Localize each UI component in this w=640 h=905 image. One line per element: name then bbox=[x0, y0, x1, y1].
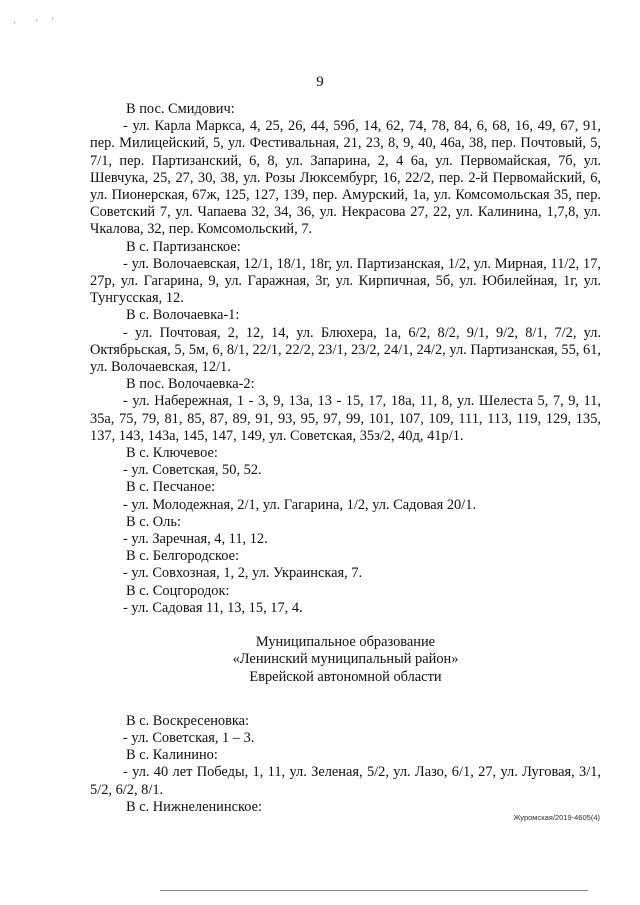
document-reference: Журомская/2019-4605(4) bbox=[513, 813, 600, 822]
street-list: - ул. Советская, 1 – 3. bbox=[123, 729, 255, 746]
district-title-line: Муниципальное образование bbox=[255, 634, 436, 651]
settlement-heading: В с. Воскресеновка: bbox=[126, 712, 250, 729]
settlement-heading: В с. Оль: bbox=[126, 513, 181, 530]
settlement-heading: В с. Белгородское: bbox=[126, 548, 240, 565]
street-list: - ул. Набережная, 1 - 3, 9, 13а, 13 - 15, 17, 18а, 11, 8, ул. Шелеста 5, 7, 9, 11, 35а, 75, 79, 81, 85, 87, 89, 91, 93, 95, 97, 99, 101, 107, 109, 111, 113, 119, 129, 135, 137, 143, 143а, 145, 147, 149, ул. Советская, 35з/2, 40д, 41р/1. bbox=[90, 393, 601, 444]
street-list: - ул. Почтовая, 2, 12, 14, ул. Блюхера, 1а, 6/2, 8/2, 9/1, 9/2, 8/1, 7/2, ул. Октябрьская, 5, 5м, 6, 8/1, 22/1, 22/2, 23/1, 23/2, 24/1, 24/2, ул. Партизанская, 55, 61, ул. Волочаевская, 12/1. bbox=[90, 324, 601, 376]
street-list: - ул. Совхозная, 1, 2, ул. Украинская, 7. bbox=[123, 565, 363, 582]
settlement-heading: В с. Партизанское: bbox=[126, 238, 241, 255]
page-body bbox=[90, 101, 601, 816]
scan-mark: ' bbox=[14, 20, 16, 30]
scan-mark: ' bbox=[52, 16, 54, 26]
scan-mark: ' bbox=[36, 18, 38, 28]
settlement-heading: В с. Ключевое: bbox=[126, 445, 218, 462]
page-number: 9 bbox=[316, 74, 324, 90]
street-list: - ул. Молодежная, 2/1, ул. Гагарина, 1/2, ул. Садовая 20/1. bbox=[123, 496, 477, 513]
street-list: - ул. Заречная, 4, 11, 12. bbox=[123, 531, 268, 548]
settlement-heading: В с. Песчаное: bbox=[126, 479, 216, 496]
settlement-heading: В с. Калинино: bbox=[126, 747, 218, 764]
street-list: - ул. 40 лет Победы, 1, 11, ул. Зеленая, 5/2, ул. Лазо, 6/1, 27, ул. Луговая, 3/1, 5/2, 6/2, 8/1. bbox=[90, 764, 601, 798]
street-list: - ул. Карла Маркса, 4, 25, 26, 44, 59б, 14, 62, 74, 78, 84, 6, 68, 16, 49, 67, 91, пер. Милицейский, 5, ул. Фестивальная, 21, 23, 8, 9, 40, 46а, 38, пер. Почтовый, 5, 7/1, пер. Партизанский, 6, 8, ул. Запарина, 2, 4 6а, ул. Первомайская, 7б, ул. Шевчука, 25, 27, 30, 38, ул. Розы Люксембург, 16, 22/2, пер. 2-й Первомайский, 6, ул. Пионерская, 67ж, 125, 127, 139, пер. Амурский, 1а, ул. Комсомольская 35, пер. Советский 7, ул. Чапаева 32, 34, 36, ул. Некрасова 27, 22, ул. Калинина, 1,7,8, ул. Чкалова, 32, пер. Комсомольский, 7. bbox=[90, 118, 601, 238]
settlement-heading: В пос. Смидович: bbox=[126, 101, 235, 117]
settlement-heading: В с. Волочаевка-1: bbox=[126, 307, 240, 324]
footer-divider bbox=[160, 890, 588, 891]
district-title-line: «Ленинский муниципальный район» bbox=[232, 651, 459, 668]
section-gap bbox=[90, 686, 601, 713]
district-title-line: Еврейской автономной области bbox=[249, 668, 442, 685]
street-list: - ул. Садовая 11, 13, 15, 17, 4. bbox=[123, 599, 303, 616]
settlement-heading: В с. Нижнеленинское: bbox=[126, 798, 262, 815]
street-list: - ул. Советская, 50, 52. bbox=[123, 462, 262, 479]
settlement-heading: В с. Соцгородок: bbox=[126, 582, 230, 599]
section-gap bbox=[90, 617, 601, 634]
street-list: - ул. Волочаевская, 12/1, 18/1, 18г, ул. Партизанская, 1/2, ул. Мирная, 11/2, 17, 27р, ул. Гагарина, 9, ул. Гаражная, 3г, ул. Кирпичная, 5б, ул. Юбилейная, 1г, ул. Тунгусская, 12. bbox=[90, 255, 601, 307]
settlement-heading: В пос. Волочаевка-2: bbox=[126, 376, 255, 393]
